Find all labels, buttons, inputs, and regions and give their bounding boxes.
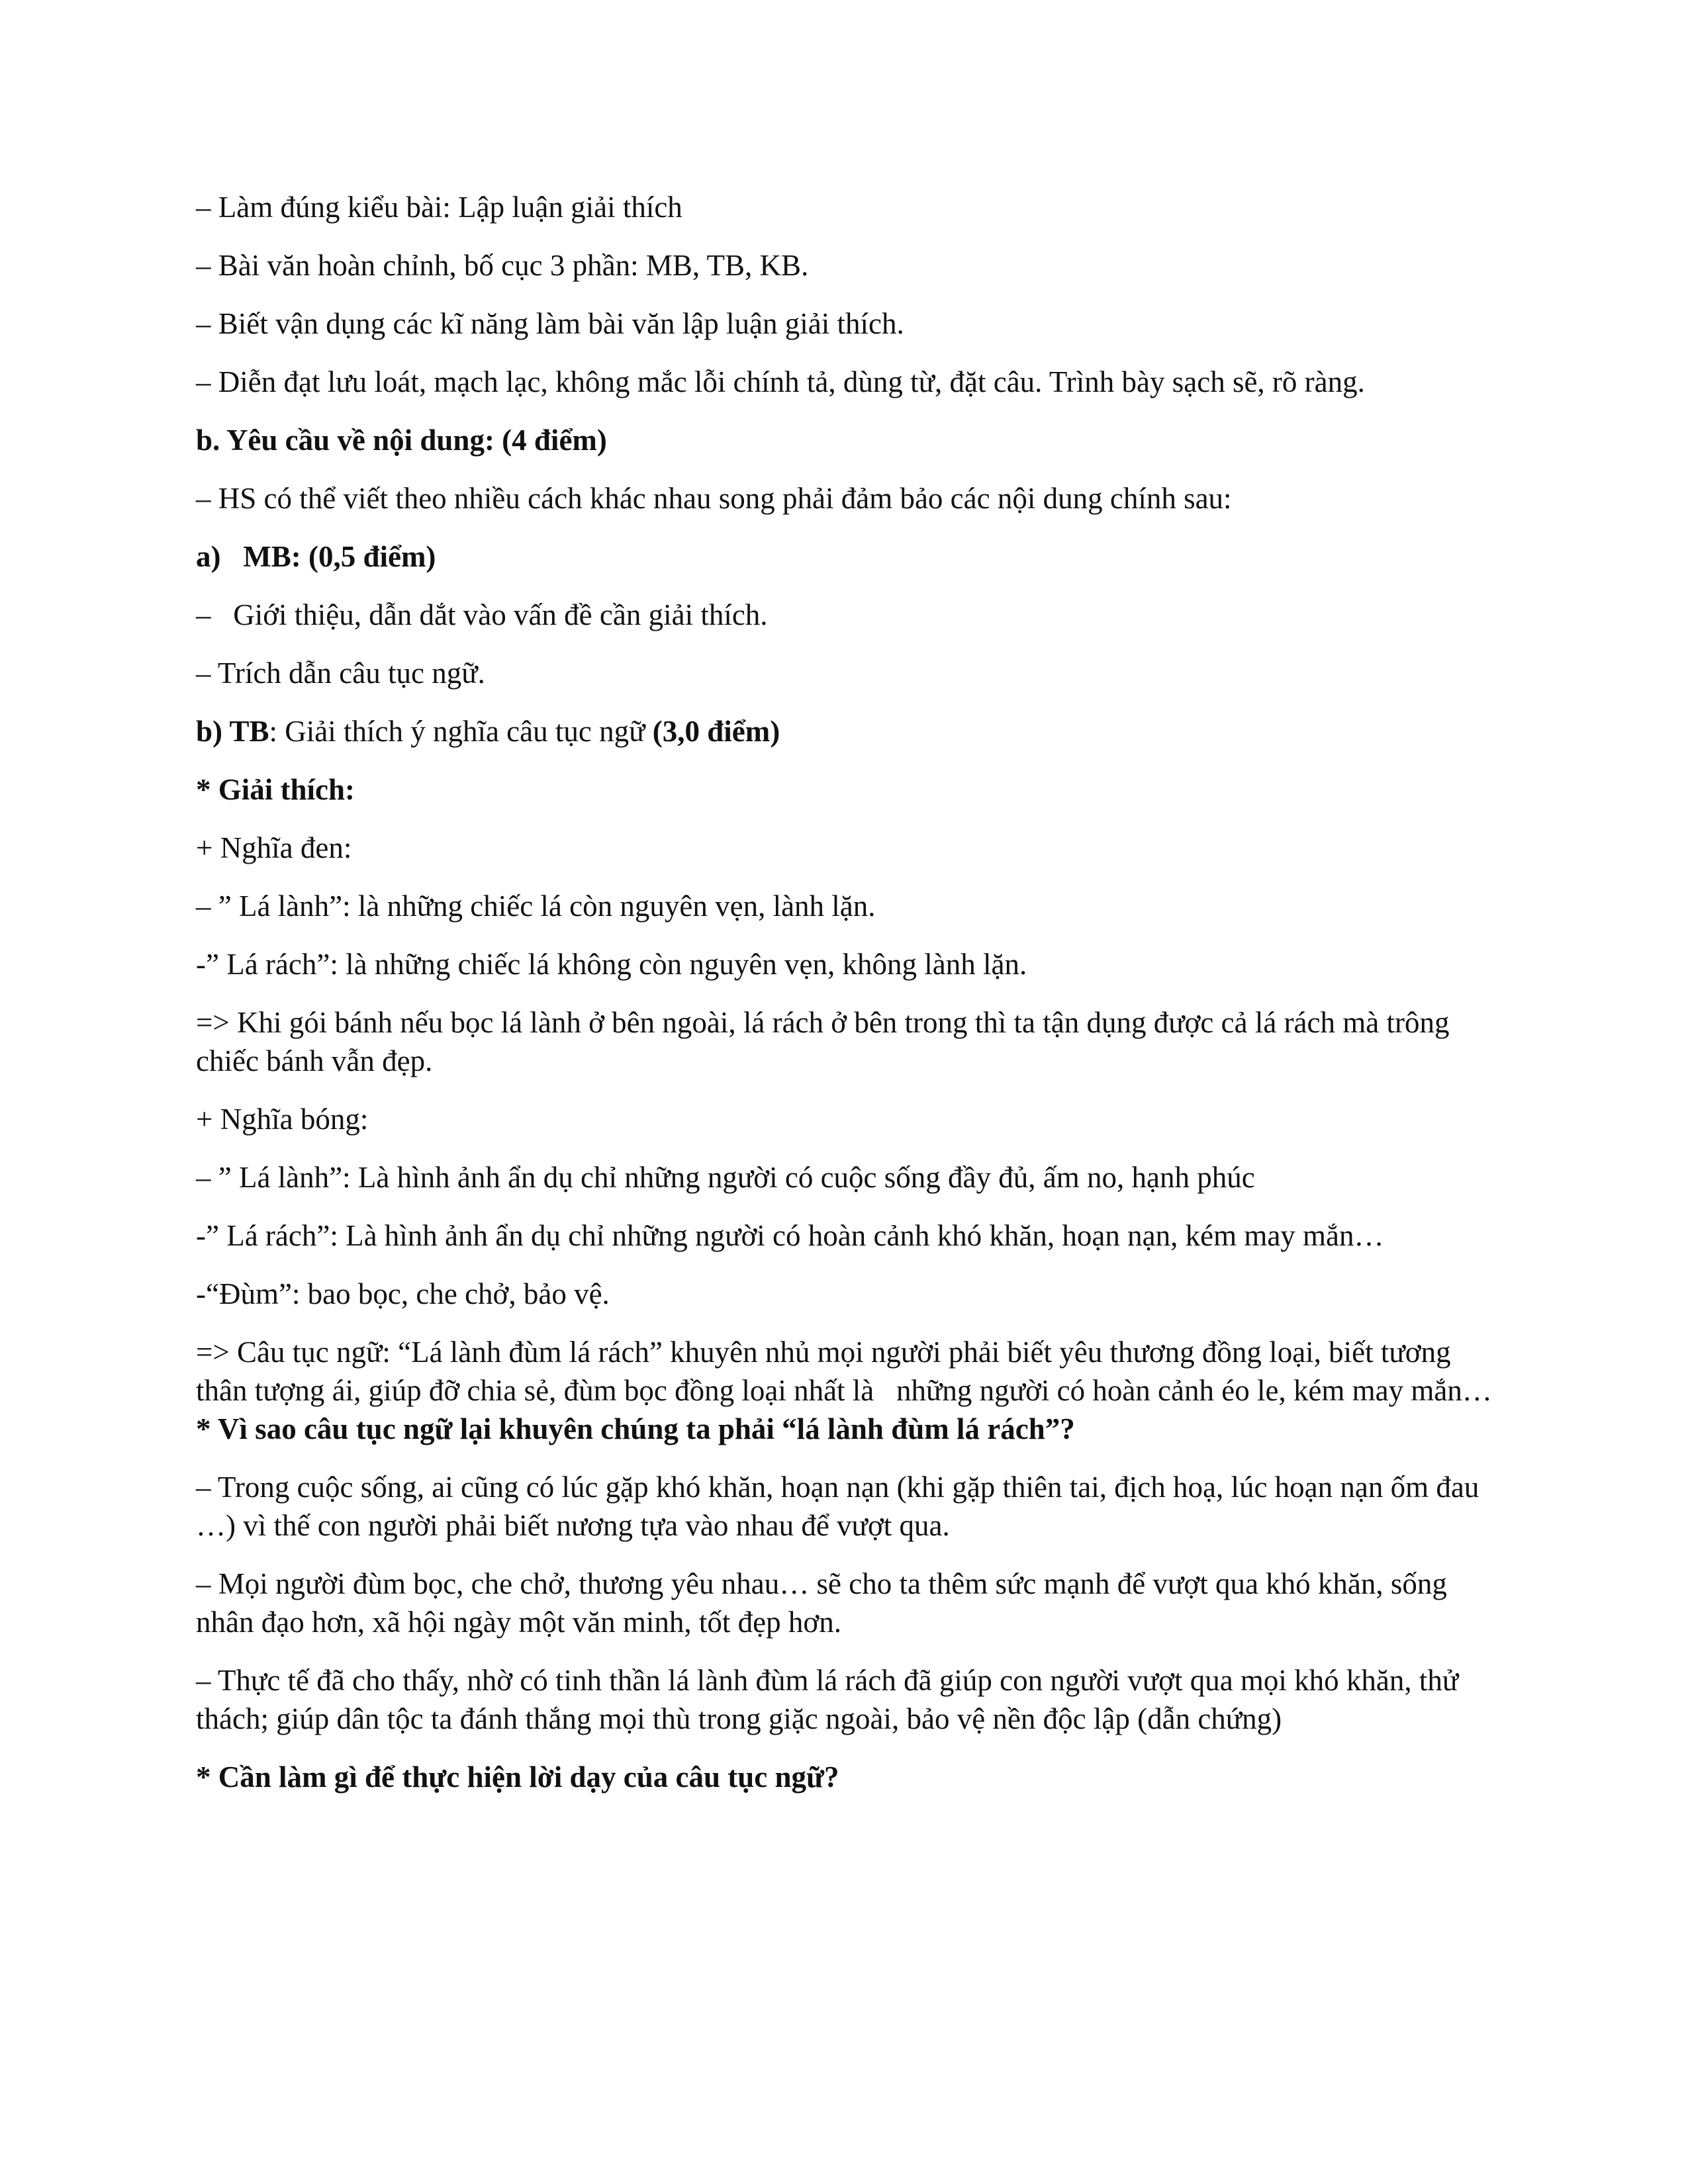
paragraph: – Bài văn hoàn chỉnh, bố cục 3 phần: MB, TB, KB.: [196, 249, 809, 282]
mixed-heading: [196, 712, 1493, 751]
section-heading: b. Yêu cầu về nội dung: (4 điểm): [196, 424, 607, 457]
paragraph: => Câu tục ngữ: “Lá lành đùm lá rách” khuyên nhủ mọi người phải biết yêu thương đồng loại, biết tương thân tượng ái, giúp đỡ chia sẻ, đùm bọc đồng loại nhất là những người có hoàn cảnh éo le, kém may mắn…: [196, 1336, 1492, 1407]
paragraph: – ” Lá lành”: là những chiếc lá còn nguyên vẹn, lành lặn.: [196, 889, 876, 923]
paragraph: -“Đùm”: bao bọc, che chở, bảo vệ.: [196, 1277, 610, 1310]
paragraph: – Biết vận dụng các kĩ năng làm bài văn lập luận giải thích.: [196, 307, 904, 340]
paragraph: – Làm đúng kiểu bài: Lập luận giải thích: [196, 191, 682, 224]
section-heading: a) MB: (0,5 điểm): [196, 540, 436, 573]
document-page: [196, 188, 1493, 1816]
section-heading: * Giải thích:: [196, 773, 355, 806]
paragraph: + Nghĩa đen:: [196, 831, 352, 864]
paragraph: => Khi gói bánh nếu bọc lá lành ở bên ngoài, lá rách ở bên trong thì ta tận dụng được cả lá rách mà trông chiếc bánh vẫn đẹp.: [196, 1006, 1457, 1077]
heading-score: (3,0 điểm): [652, 715, 780, 748]
paragraph: – Thực tế đã cho thấy, nhờ có tinh thần lá lành đùm lá rách đã giúp con người vượt qua mọi khó khăn, thử thách; giúp dân tộc ta đánh thắng mọi thù trong giặc ngoài, bảo vệ nền độc lập (dẫn chứng): [196, 1664, 1466, 1735]
paragraph: + Nghĩa bóng:: [196, 1103, 369, 1136]
paragraph: – Mọi người đùm bọc, che chở, thương yêu nhau… sẽ cho ta thêm sức mạnh để vượt qua khó khăn, sống nhân đạo hơn, xã hội ngày một văn minh, tốt đẹp hơn.: [196, 1567, 1455, 1639]
heading-bold-part: b) TB: [196, 715, 269, 748]
paragraph: – Giới thiệu, dẫn dắt vào vấn đề cần giải thích.: [196, 598, 768, 631]
paragraph: -” Lá rách”: Là hình ảnh ẩn dụ chỉ những người có hoàn cảnh khó khăn, hoạn nạn, kém may mắn…: [196, 1219, 1384, 1252]
paragraph: – Trong cuộc sống, ai cũng có lúc gặp khó khăn, hoạn nạn (khi gặp thiên tai, địch hoạ, lúc hoạn nạn ốm đau …) vì thế con người phải biết nương tựa vào nhau để vượt qua.: [196, 1471, 1487, 1542]
paragraph: – Diễn đạt lưu loát, mạch lạc, không mắc lỗi chính tả, dùng từ, đặt câu. Trình bày sạch sẽ, rõ ràng.: [196, 365, 1365, 398]
paragraph: – ” Lá lành”: Là hình ảnh ẩn dụ chỉ những người có cuộc sống đầy đủ, ấm no, hạnh phúc: [196, 1161, 1255, 1194]
heading-normal-part: : Giải thích ý nghĩa câu tục ngữ: [269, 715, 653, 748]
section-heading: * Vì sao câu tục ngữ lại khuyên chúng ta phải “lá lành đùm lá rách”?: [196, 1412, 1075, 1445]
section-heading: * Cần làm gì để thực hiện lời dạy của câu tục ngữ?: [196, 1760, 839, 1794]
paragraph: – HS có thể viết theo nhiều cách khác nhau song phải đảm bảo các nội dung chính sau:: [196, 482, 1232, 515]
paragraph: -” Lá rách”: là những chiếc lá không còn nguyên vẹn, không lành lặn.: [196, 948, 1027, 981]
paragraph: – Trích dẫn câu tục ngữ.: [196, 657, 485, 690]
